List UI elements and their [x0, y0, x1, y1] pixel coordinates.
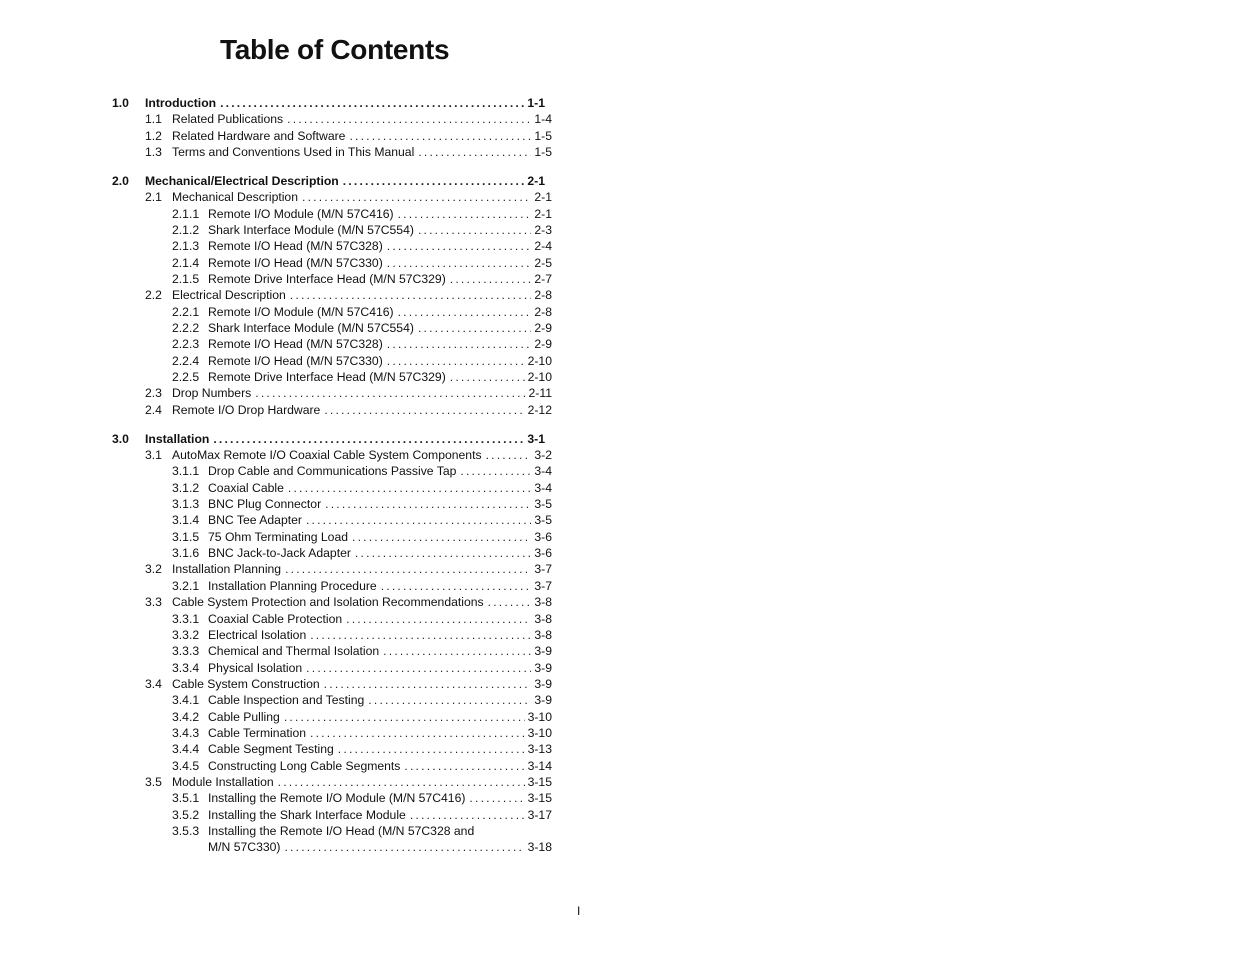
toc-entry-number: 3.1.5 — [172, 529, 200, 544]
toc-entry-title: Cable Inspection and Testing — [208, 692, 368, 708]
toc-entry-page: 3-15 — [525, 790, 552, 806]
toc-entry-title: Installation — [145, 431, 213, 447]
page-title: Table of Contents — [220, 34, 450, 65]
toc-entry-page: 3-7 — [531, 578, 552, 594]
toc-entry[interactable] — [145, 447, 552, 463]
dot-leader — [343, 173, 525, 189]
toc-entry-number: 3.0 — [112, 431, 129, 446]
toc-entry-title: Remote I/O Head (M/N 57C328) — [208, 336, 387, 352]
toc-entry[interactable] — [172, 369, 552, 385]
dot-leader — [387, 238, 532, 254]
dot-leader — [398, 304, 532, 320]
toc-entry-page: 2-1 — [524, 173, 545, 189]
toc-entry-page: 2-9 — [531, 336, 552, 352]
toc-entry[interactable] — [172, 807, 552, 823]
toc-entry-title: Remote I/O Module (M/N 57C416) — [208, 304, 398, 320]
dot-leader — [338, 741, 525, 757]
dot-leader — [469, 790, 524, 806]
toc-entry[interactable] — [172, 255, 552, 271]
toc-entry-number: 2.2.5 — [172, 370, 200, 385]
toc-entry[interactable] — [172, 660, 552, 676]
toc-entry-number: 2.1 — [145, 190, 162, 205]
toc-entry-number: 3.4.2 — [172, 709, 200, 724]
toc-entry-page: 1-5 — [531, 144, 552, 160]
toc-entry-title: M/N 57C330) — [208, 839, 284, 855]
toc-entry-number: 1.3 — [145, 145, 162, 160]
toc-entry-title: 75 Ohm Terminating Load — [208, 529, 352, 545]
toc-entry-number: 2.4 — [145, 402, 162, 417]
toc-entry-title: Related Hardware and Software — [172, 128, 349, 144]
toc-entry-page: 2-5 — [531, 255, 552, 271]
toc-entry-page: 1-4 — [531, 111, 552, 127]
toc-entry-title: Drop Numbers — [172, 385, 255, 401]
dot-leader — [288, 480, 532, 496]
dot-leader — [381, 578, 532, 594]
toc-entry-number: 3.5.1 — [172, 791, 200, 806]
toc-entry-page: 3-9 — [531, 643, 552, 659]
dot-leader — [220, 95, 524, 111]
dot-leader — [310, 627, 531, 643]
toc-entry-title: Mechanical/Electrical Description — [145, 173, 343, 189]
toc-entry[interactable] — [172, 790, 552, 806]
dot-leader — [355, 545, 531, 561]
toc-entry-page: 3-14 — [525, 758, 552, 774]
toc-entry-title: Drop Cable and Communications Passive Tap — [208, 463, 460, 479]
toc-entry[interactable] — [172, 823, 552, 839]
toc-entry-title: Installing the Remote I/O Head (M/N 57C328 and — [208, 823, 478, 839]
toc-entry[interactable] — [172, 463, 552, 479]
dot-leader — [486, 447, 532, 463]
toc-entry-number: 2.1.4 — [172, 255, 200, 270]
dot-leader — [255, 385, 525, 401]
toc-entry[interactable] — [145, 144, 552, 160]
toc-entry-number: 3.2.1 — [172, 578, 200, 593]
toc-entry-page: 3-2 — [531, 447, 552, 463]
toc-entry-page: 3-8 — [531, 627, 552, 643]
toc-entry-page: 2-11 — [526, 385, 553, 401]
toc-entry-page: 3-1 — [524, 431, 545, 447]
toc-entry[interactable] — [172, 741, 552, 757]
toc-entry-number: 2.2.4 — [172, 353, 200, 368]
toc-entry-title: Related Publications — [172, 111, 287, 127]
toc-entry-page: 3-4 — [531, 463, 552, 479]
dot-leader — [325, 496, 531, 512]
toc-entry[interactable] — [172, 206, 552, 222]
dot-leader — [404, 758, 524, 774]
toc-entry-title: Cable System Construction — [172, 676, 324, 692]
toc-entry[interactable] — [172, 336, 552, 352]
toc-entry-title: Remote Drive Interface Head (M/N 57C329) — [208, 271, 450, 287]
dot-leader — [387, 353, 525, 369]
toc-entry-title: Module Installation — [172, 774, 278, 790]
dot-leader — [418, 144, 531, 160]
toc-entry[interactable] — [172, 529, 552, 545]
toc-entry-number: 3.3.3 — [172, 644, 200, 659]
dot-leader — [418, 320, 531, 336]
toc-entry[interactable] — [172, 271, 552, 287]
toc-entry-title: Electrical Isolation — [208, 627, 310, 643]
dot-leader — [302, 189, 531, 205]
toc-entry[interactable] — [172, 578, 552, 594]
toc-entry-number: 3.1.2 — [172, 480, 200, 495]
dot-leader — [284, 709, 525, 725]
toc-entry[interactable] — [172, 496, 552, 512]
dot-leader — [488, 594, 532, 610]
toc-entry-page: 3-6 — [531, 529, 552, 545]
toc-entry-number: 3.1.4 — [172, 513, 200, 528]
toc-entry[interactable] — [172, 839, 552, 855]
toc-entry[interactable] — [172, 512, 552, 528]
dot-leader — [387, 255, 532, 271]
toc-entry[interactable] — [172, 222, 552, 238]
toc-entry-number: 3.3.2 — [172, 627, 200, 642]
toc-entry-title: Installing the Remote I/O Module (M/N 57C416) — [208, 790, 469, 806]
toc-entry-title: Shark Interface Module (M/N 57C554) — [208, 222, 418, 238]
dot-leader — [398, 206, 532, 222]
toc-entry-page: 2-7 — [531, 271, 552, 287]
toc-entry-number: 3.3.4 — [172, 660, 200, 675]
toc-entry[interactable] — [145, 561, 552, 577]
dot-leader — [418, 222, 531, 238]
toc-entry[interactable] — [172, 545, 552, 561]
toc-entry[interactable] — [145, 189, 552, 205]
dot-leader — [346, 611, 531, 627]
toc-entry-page: 3-8 — [531, 611, 552, 627]
toc-entry[interactable] — [145, 385, 552, 401]
toc-entry-page: 3-9 — [531, 660, 552, 676]
dot-leader — [324, 676, 532, 692]
toc-entry-number: 1.1 — [145, 112, 162, 127]
page-number: I — [577, 904, 581, 918]
toc-entry[interactable] — [172, 304, 552, 320]
toc-entry-title: Remote Drive Interface Head (M/N 57C329) — [208, 369, 450, 385]
toc-entry[interactable] — [172, 692, 552, 708]
toc-entry-number: 3.5 — [145, 775, 162, 789]
toc-entry-page: 1-5 — [531, 128, 552, 144]
toc-entry[interactable] — [145, 128, 552, 144]
toc-entry-page: 2-10 — [525, 369, 552, 385]
toc-entry-title: Installing the Shark Interface Module — [208, 807, 410, 823]
toc-entry-number: 2.2 — [145, 288, 162, 303]
toc-entry-title: Remote I/O Drop Hardware — [172, 402, 324, 418]
toc-entry-title: Remote I/O Head (M/N 57C330) — [208, 255, 387, 271]
toc-entry-number: 3.4.5 — [172, 758, 200, 773]
toc-entry-number: 3.4 — [145, 676, 162, 691]
toc-entry[interactable] — [112, 173, 545, 189]
toc-entry-number: 2.1.1 — [172, 206, 200, 221]
toc-entry-page: 3-15 — [525, 774, 552, 790]
toc-entry-page: 2-8 — [531, 304, 552, 320]
dot-leader — [310, 725, 525, 741]
dot-leader — [306, 660, 531, 676]
toc-entry-number: 3.3 — [145, 595, 162, 610]
dot-leader — [387, 336, 532, 352]
dot-leader — [285, 561, 531, 577]
toc-entry-title: AutoMax Remote I/O Coaxial Cable System Components — [172, 447, 486, 463]
toc-entry-title: Physical Isolation — [208, 660, 306, 676]
toc-entry-number: 3.1.6 — [172, 546, 200, 561]
dot-leader — [368, 692, 531, 708]
toc-entry-number: 3.1.3 — [172, 497, 200, 512]
toc-entry-title: Remote I/O Module (M/N 57C416) — [208, 206, 398, 222]
toc-entry[interactable] — [172, 627, 552, 643]
toc-entry-page: 3-7 — [531, 561, 552, 577]
toc-entry-title: Introduction — [145, 95, 220, 111]
toc-entry[interactable] — [145, 774, 552, 790]
toc-entry-title: BNC Tee Adapter — [208, 512, 306, 528]
toc-entry-title: Chemical and Thermal Isolation — [208, 643, 383, 659]
toc-entry-page: 3-8 — [531, 594, 552, 610]
dot-leader — [460, 463, 531, 479]
toc-entry-number: 3.4.1 — [172, 693, 200, 708]
dot-leader — [450, 369, 525, 385]
toc-entry-number: 1.0 — [112, 96, 129, 110]
toc-entry-title: Coaxial Cable Protection — [208, 611, 346, 627]
toc-entry[interactable] — [172, 643, 552, 659]
toc-entry-title: Terms and Conventions Used in This Manual — [172, 144, 418, 160]
dot-leader — [410, 807, 525, 823]
toc-entry-title: Remote I/O Head (M/N 57C330) — [208, 353, 387, 369]
dot-leader — [213, 431, 524, 447]
toc-entry-page: 3-9 — [531, 692, 552, 708]
dot-leader — [324, 402, 524, 418]
toc-entry-page: 2-1 — [531, 189, 552, 205]
toc-entry-page: 3-4 — [531, 480, 552, 496]
toc-entry-page: 3-13 — [525, 741, 552, 757]
toc-entry-page: 2-3 — [531, 222, 552, 238]
toc-entry[interactable] — [145, 594, 552, 610]
toc-entry-title: Remote I/O Head (M/N 57C328) — [208, 238, 387, 254]
toc-entry[interactable] — [172, 709, 552, 725]
dot-leader — [450, 271, 532, 287]
toc-entry-page: 2-9 — [531, 320, 552, 336]
toc-entry[interactable] — [172, 353, 552, 369]
toc-entry[interactable] — [172, 611, 552, 627]
toc-entry-number: 1.2 — [145, 128, 162, 143]
toc-entry-title: Mechanical Description — [172, 189, 302, 205]
toc-entry-number: 3.5.3 — [172, 824, 200, 839]
dot-leader — [290, 287, 532, 303]
toc-entry-page: 3-9 — [531, 676, 552, 692]
toc-entry-number: 3.3.1 — [172, 611, 200, 626]
toc-entry-number: 3.2 — [145, 562, 162, 577]
toc-entry-page: 3-6 — [531, 545, 552, 561]
toc-entry-number: 2.2.3 — [172, 337, 200, 352]
toc-entry[interactable] — [172, 238, 552, 254]
toc-entry-page: 2-12 — [525, 402, 552, 418]
toc-entry-title: Coaxial Cable — [208, 480, 288, 496]
toc-entry-number: 2.2.1 — [172, 304, 200, 319]
toc-entry-title: Constructing Long Cable Segments — [208, 758, 404, 774]
dot-leader — [284, 839, 524, 855]
toc-entry-number: 3.4.3 — [172, 725, 200, 740]
toc-entry-number: 2.0 — [112, 173, 129, 188]
toc-entry-page: 3-18 — [525, 839, 552, 855]
toc-entry-page: 3-5 — [531, 496, 552, 512]
toc-entry-page: 3-17 — [525, 807, 552, 823]
toc-entry[interactable] — [145, 287, 552, 303]
toc-entry[interactable] — [145, 402, 552, 418]
toc-entry-page: 3-10 — [525, 725, 552, 741]
toc-entry-title: BNC Plug Connector — [208, 496, 325, 512]
toc-entry-number: 3.1.1 — [172, 464, 200, 479]
toc-entry-page: 3-5 — [531, 512, 552, 528]
dot-leader — [287, 111, 531, 127]
toc-entry[interactable] — [112, 431, 545, 447]
toc-entry-page: 2-10 — [525, 353, 552, 369]
toc-entry-page: 2-4 — [531, 238, 552, 254]
toc-entry[interactable] — [172, 480, 552, 496]
toc-entry[interactable] — [145, 111, 552, 127]
toc-entry-title: BNC Jack-to-Jack Adapter — [208, 545, 355, 561]
toc-entry-title: Cable Segment Testing — [208, 741, 338, 757]
toc-entry-page: 3-10 — [525, 709, 552, 725]
toc-entry-number: 2.1.5 — [172, 272, 200, 286]
toc-entry[interactable] — [172, 758, 552, 774]
toc-entry-page: 2-1 — [531, 206, 552, 222]
toc-entry-number: 3.1 — [145, 448, 162, 462]
toc-entry-page: 2-8 — [531, 287, 552, 303]
toc-entry-page: 1-1 — [524, 95, 545, 111]
dot-leader — [352, 529, 531, 545]
toc-entry-number: 2.1.2 — [172, 222, 200, 237]
toc-entry-title: Cable Pulling — [208, 709, 284, 725]
toc-entry-title: Cable System Protection and Isolation Recommendations — [172, 594, 488, 610]
toc-entry-title: Cable Termination — [208, 725, 310, 741]
dot-leader — [306, 512, 531, 528]
dot-leader — [349, 128, 531, 144]
toc-entry-number: 3.4.4 — [172, 742, 200, 757]
toc-entry-number: 2.3 — [145, 386, 162, 401]
toc-entry-title: Electrical Description — [172, 287, 290, 303]
toc-entry[interactable] — [172, 320, 552, 336]
toc-entry-title: Installation Planning Procedure — [208, 578, 381, 594]
toc-entry-number: 2.1.3 — [172, 239, 200, 254]
toc-entry[interactable] — [112, 95, 545, 111]
dot-leader — [278, 774, 525, 790]
toc-entry-number: 2.2.2 — [172, 321, 200, 336]
toc-entry-title: Shark Interface Module (M/N 57C554) — [208, 320, 418, 336]
toc-entry[interactable] — [172, 725, 552, 741]
toc-entry[interactable] — [145, 676, 552, 692]
dot-leader — [383, 643, 531, 659]
toc-entry-number: 3.5.2 — [172, 807, 200, 822]
toc-entry-title: Installation Planning — [172, 561, 285, 577]
